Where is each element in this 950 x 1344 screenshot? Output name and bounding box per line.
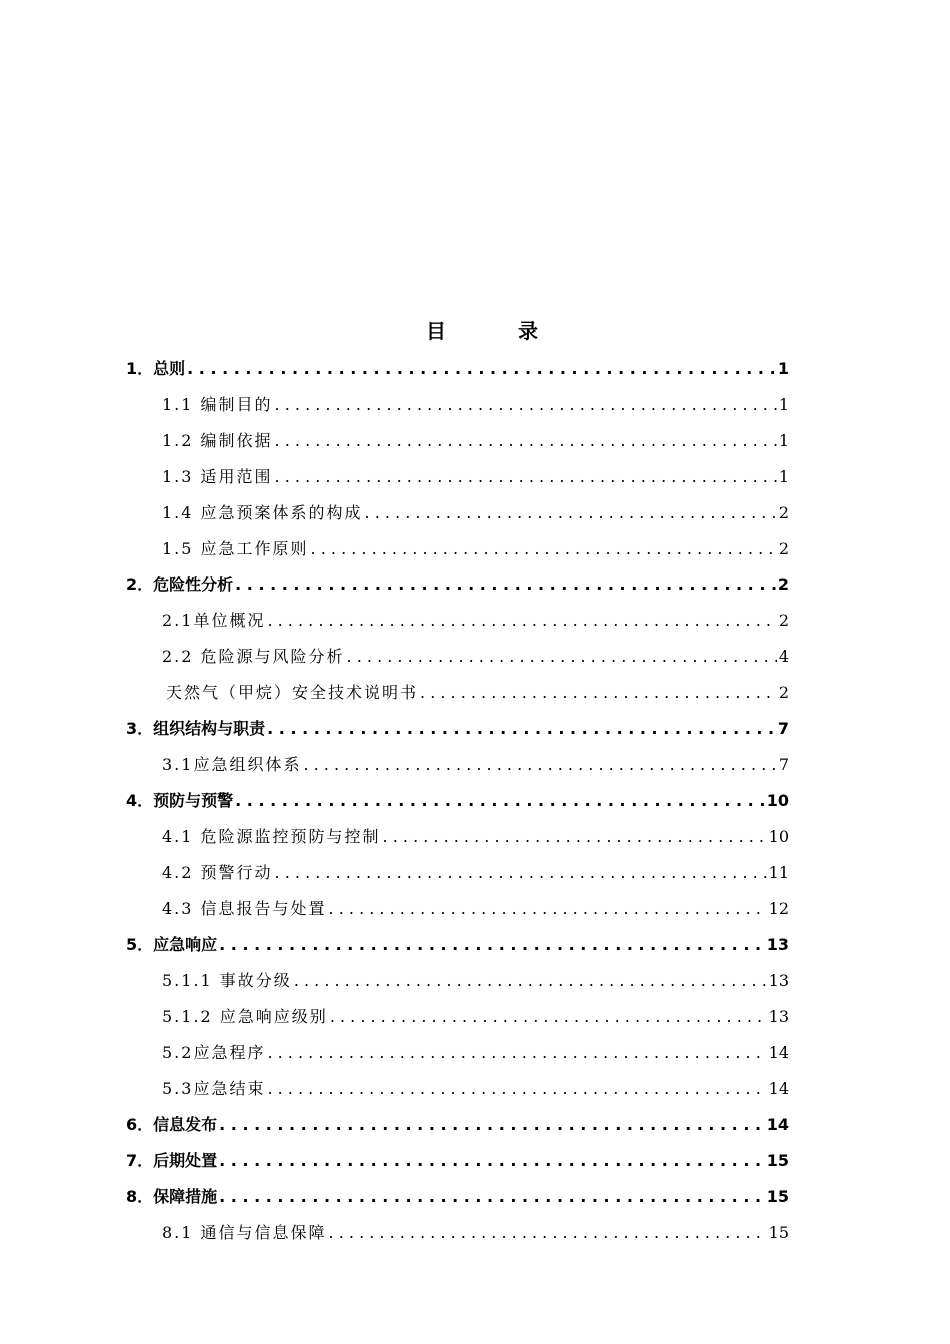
toc-entry-label: 2．危险性分析 [126, 575, 234, 594]
toc-chapter-entry[interactable] [126, 783, 789, 819]
toc-entry-label: 5.2应急程序 [162, 1043, 266, 1062]
toc-page-number: 1 [778, 431, 789, 450]
toc-entry-label: 4.1 危险源监控预防与控制 [162, 827, 381, 846]
toc-page-number: 2 [778, 683, 789, 702]
toc-entry-label: 5.1.2 应急响应级别 [162, 1007, 328, 1026]
toc-dot-leader [294, 963, 767, 999]
toc-entry-label: 4.3 信息报告与处置 [162, 899, 327, 918]
toc-section-entry[interactable] [126, 387, 789, 423]
toc-page-number: 2 [777, 575, 789, 594]
toc-entry-label: 4．预防与预警 [126, 791, 234, 810]
toc-chapter-entry[interactable] [126, 1107, 789, 1143]
toc-dot-leader [275, 423, 777, 459]
toc-entry-label: 8．保障措施 [126, 1187, 218, 1206]
toc-entry-label: 1.1 编制目的 [162, 395, 273, 414]
toc-chapter-entry[interactable] [126, 567, 789, 603]
toc-page-number: 15 [766, 1187, 789, 1206]
toc-dot-leader [330, 999, 767, 1035]
toc-page-number: 4 [778, 647, 789, 666]
toc-dot-leader [420, 675, 777, 711]
toc-entry-label: 2.2 危险源与风险分析 [162, 647, 345, 666]
toc-entry-label: 天然气（甲烷）安全技术说明书 [166, 683, 419, 702]
toc-section-entry[interactable] [126, 747, 789, 783]
toc-section-entry[interactable] [126, 819, 789, 855]
toc-section-entry[interactable] [126, 891, 789, 927]
toc-section-entry[interactable] [126, 1071, 789, 1107]
toc-entry-label: 5．应急响应 [126, 935, 218, 954]
toc-section-entry[interactable] [126, 675, 789, 711]
toc-chapter-entry[interactable] [126, 711, 789, 747]
toc-section-entry[interactable] [126, 1215, 789, 1251]
toc-dot-leader [187, 351, 776, 387]
toc-section-entry[interactable] [126, 603, 789, 639]
toc-page-number: 15 [766, 1151, 789, 1170]
toc-entry-label: 3.1应急组织体系 [162, 755, 302, 774]
toc-entry-label: 1.2 编制依据 [162, 431, 273, 450]
toc-page-number: 14 [768, 1043, 789, 1062]
table-of-contents [126, 351, 789, 1251]
toc-page-number: 14 [768, 1079, 789, 1098]
toc-dot-leader [383, 819, 767, 855]
toc-page-number: 13 [768, 1007, 789, 1026]
toc-dot-leader [235, 567, 776, 603]
toc-section-entry[interactable] [126, 999, 789, 1035]
toc-page-number: 2 [778, 539, 789, 558]
toc-dot-leader [329, 891, 767, 927]
toc-page-number: 2 [778, 611, 789, 630]
toc-dot-leader [275, 387, 777, 423]
toc-page-number: 1 [777, 359, 789, 378]
toc-page-number: 10 [768, 827, 789, 846]
toc-dot-leader [219, 927, 765, 963]
toc-dot-leader [267, 1035, 766, 1071]
toc-section-entry[interactable] [126, 855, 789, 891]
toc-entry-label: 4.2 预警行动 [162, 863, 273, 882]
toc-section-entry[interactable] [126, 639, 789, 675]
toc-page-number: 15 [768, 1223, 789, 1242]
toc-chapter-entry[interactable] [126, 1179, 789, 1215]
toc-entry-label: 3．组织结构与职责 [126, 719, 266, 738]
toc-entry-label: 7．后期处置 [126, 1151, 218, 1170]
toc-page-number: 13 [768, 971, 789, 990]
toc-section-entry[interactable] [126, 495, 789, 531]
toc-dot-leader [219, 1143, 765, 1179]
toc-page-number: 2 [778, 503, 789, 522]
toc-page-number: 13 [766, 935, 789, 954]
toc-entry-label: 1.3 适用范围 [162, 467, 273, 486]
toc-chapter-entry[interactable] [126, 1143, 789, 1179]
toc-dot-leader [235, 783, 765, 819]
toc-dot-leader [267, 711, 776, 747]
toc-dot-leader [267, 1071, 766, 1107]
toc-section-entry[interactable] [126, 423, 789, 459]
toc-dot-leader [311, 531, 777, 567]
toc-page-number: 10 [766, 791, 789, 810]
toc-entry-label: 2.1单位概况 [162, 611, 266, 630]
toc-page-number: 14 [766, 1115, 789, 1134]
toc-entry-label: 5.1.1 事故分级 [162, 971, 292, 990]
toc-dot-leader [267, 603, 776, 639]
toc-section-entry[interactable] [126, 531, 789, 567]
toc-chapter-entry[interactable] [126, 351, 789, 387]
toc-entry-label: 1.5 应急工作原则 [162, 539, 309, 558]
page-title: 目 录 [426, 319, 564, 343]
toc-section-entry[interactable] [126, 1035, 789, 1071]
toc-page-number: 12 [768, 899, 789, 918]
toc-dot-leader [275, 855, 767, 891]
toc-dot-leader [219, 1179, 765, 1215]
toc-entry-label: 6．信息发布 [126, 1115, 218, 1134]
toc-entry-label: 8.1 通信与信息保障 [162, 1223, 327, 1242]
toc-page-number: 1 [778, 467, 789, 486]
toc-page-number: 7 [777, 719, 789, 738]
toc-entry-label: 1．总则 [126, 359, 186, 378]
toc-entry-label: 5.3应急结束 [162, 1079, 266, 1098]
toc-entry-label: 1.4 应急预案体系的构成 [162, 503, 363, 522]
toc-section-entry[interactable] [126, 963, 789, 999]
toc-dot-leader [329, 1215, 767, 1251]
toc-page-number: 7 [778, 755, 789, 774]
toc-dot-leader [365, 495, 777, 531]
toc-dot-leader [347, 639, 777, 675]
toc-page-number: 1 [778, 395, 789, 414]
toc-chapter-entry[interactable] [126, 927, 789, 963]
toc-dot-leader [303, 747, 776, 783]
toc-dot-leader [219, 1107, 765, 1143]
toc-section-entry[interactable] [126, 459, 789, 495]
toc-dot-leader [275, 459, 777, 495]
toc-page-number: 11 [768, 863, 789, 882]
